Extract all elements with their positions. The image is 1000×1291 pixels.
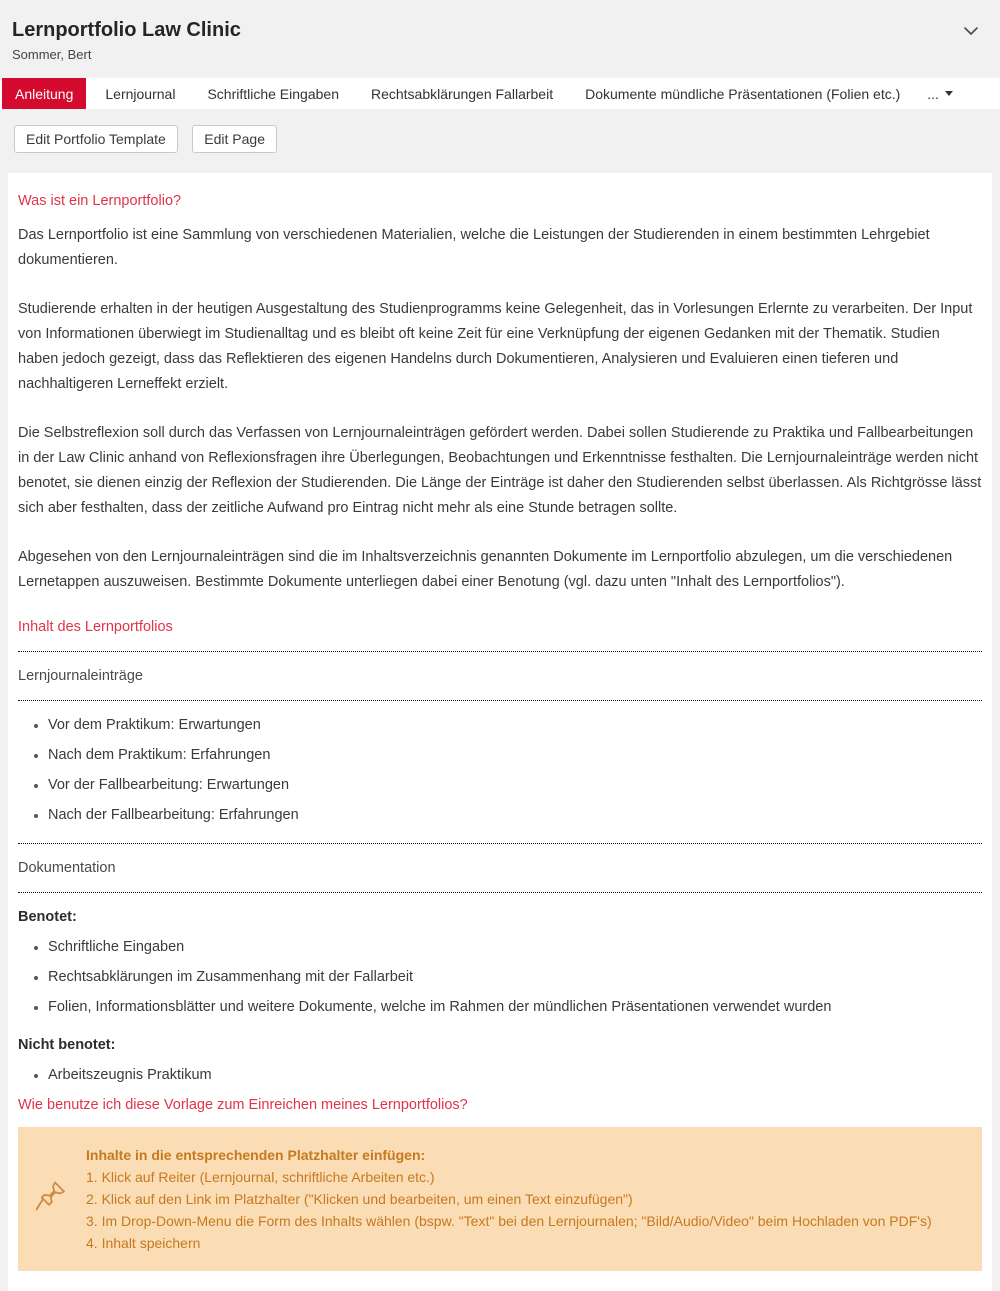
tab-dokumente-praesentationen[interactable]: Dokumente mündliche Präsentationen (Folien etc.) [585, 85, 901, 102]
note-step-3: 3. Im Drop-Down-Menu die Form des Inhalts wählen (bspw. "Text" bei den Lernjournalen; "Bild/Audio/Video" beim Hochladen von PDF's) [86, 1213, 932, 1229]
dotted-divider [18, 700, 982, 701]
journal-entries-list [18, 717, 982, 823]
paragraph-studienprogramm: Studierende erhalten in der heutigen Ausgestaltung des Studienprogramms keine Gelegenheit, das in Vorlesungen Erlernte zu verarbeiten. Der Input von Informationen überwiegt im Studienalltag und es bleibt oft keine Zeit für eine Verknüpfung der eigenen Gedanken mit der Thematik. Studien haben jedoch gezeigt, dass das Reflektieren des eigenen Handelns durch Dokumentieren, Analysieren und Evaluieren einen tieferen und nachhaltigeren Lerneffekt erzielt. [18, 301, 973, 392]
link-wie-benutze-ich-diese-vorlage[interactable]: Wie benutze ich diese Vorlage zum Einreichen meines Lernportfolios? [18, 1097, 468, 1113]
paragraph-selbstreflexion: Die Selbstreflexion soll durch das Verfassen von Lernjournaleinträgen gefördert werden. Dabei sollen Studierende zu Praktika und Fallbearbeitungen in der Law Clinic anhand von Reflexionsfragen ihre Überlegungen, Beobachtungen und Erkenntnisse festhalten. Die Lernjournaleinträge werden nicht benotet, sie dienen einzig der Reflexion der Studierenden. Die Länge der Einträge ist daher den Studierenden selbst überlassen. Als Richtgrösse lässt sich aber festhalten, dass der zeitliche Aufwand pro Eintrag nicht mehr als eine Stunde betragen sollte. [18, 425, 982, 516]
list-item: • Vor der Fallbearbeitung: Erwartungen [48, 777, 982, 793]
list-item: • Arbeitszeugnis Praktikum [48, 1067, 982, 1083]
link-inhalt-des-lernportfolios[interactable]: Inhalt des Lernportfolios [18, 619, 173, 635]
label-nicht-benotet: Nicht benotet: [18, 1037, 116, 1053]
ungraded-list [18, 1067, 982, 1083]
edit-toolbar [0, 109, 1000, 153]
note-step-1: 1. Klick auf Reiter (Lernjournal, schriftliche Arbeiten etc.) [86, 1169, 435, 1185]
tab-more-label: ... [927, 85, 939, 102]
caret-down-icon [945, 91, 953, 96]
link-was-ist-ein-lernportfolio[interactable]: Was ist ein Lernportfolio? [18, 193, 182, 209]
graded-list [18, 939, 982, 1015]
note-heading: Inhalte in die entsprechenden Platzhalter einfügen: [86, 1147, 426, 1163]
tab-schriftliche-eingaben[interactable]: Schriftliche Eingaben [207, 85, 339, 102]
list-item: • Schriftliche Eingaben [48, 939, 982, 955]
chevron-down-icon[interactable] [962, 22, 980, 40]
paragraph-dokumente: Abgesehen von den Lernjournaleinträgen sind die im Inhaltsverzeichnis genannten Dokumente im Lernportfolio abzulegen, um die verschiedenen Lernetappen auszuweisen. Bestimmte Dokumente unterliegen dabei einer Benotung (vgl. dazu unten "Inhalt des Lernportfolios"). [18, 549, 953, 590]
tab-rechtsabklaerungen[interactable]: Rechtsabklärungen Fallarbeit [370, 85, 554, 102]
list-item: • Folien, Informationsblätter und weitere Dokumente, welche im Rahmen der mündlichen Präsentationen verwendet wurden [48, 999, 982, 1015]
dotted-divider [18, 892, 982, 893]
edit-page-button[interactable]: Edit Page [192, 125, 277, 153]
label-benotet: Benotet: [18, 909, 77, 925]
tab-lernjournal[interactable]: Lernjournal [105, 85, 176, 102]
list-item: • Vor dem Praktikum: Erwartungen [48, 717, 982, 733]
section-lernjournaleintraege: Lernjournaleinträge [18, 668, 143, 684]
list-item: • Nach der Fallbearbeitung: Erfahrungen [48, 807, 982, 823]
page-header [0, 0, 1000, 62]
note-step-2: 2. Klick auf den Link im Platzhalter ("Klicken und bearbeiten, um einen Text einzufügen") [86, 1191, 633, 1207]
content-card [8, 173, 992, 1291]
section-dokumentation: Dokumentation [18, 860, 116, 876]
tab-more-dropdown[interactable] [919, 78, 961, 109]
dotted-divider [18, 843, 982, 844]
page-title: Lernportfolio Law Clinic [12, 19, 241, 41]
paragraph-definition: Das Lernportfolio ist eine Sammlung von verschiedenen Materialien, welche die Leistungen der Studierenden in einem bestimmten Lehrgebiet dokumentieren. [18, 227, 930, 268]
list-item: • Nach dem Praktikum: Erfahrungen [48, 747, 982, 763]
note-step-4: 4. Inhalt speichern [86, 1235, 201, 1251]
pushpin-icon [34, 1179, 68, 1220]
instruction-note-box [18, 1127, 982, 1271]
dotted-divider [18, 651, 982, 652]
list-item: • Rechtsabklärungen im Zusammenhang mit der Fallarbeit [48, 969, 982, 985]
edit-portfolio-template-button[interactable]: Edit Portfolio Template [14, 125, 178, 153]
tab-bar [0, 78, 1000, 109]
page-author: Sommer, Bert [12, 47, 92, 62]
tab-anleitung[interactable]: Anleitung [2, 78, 86, 109]
